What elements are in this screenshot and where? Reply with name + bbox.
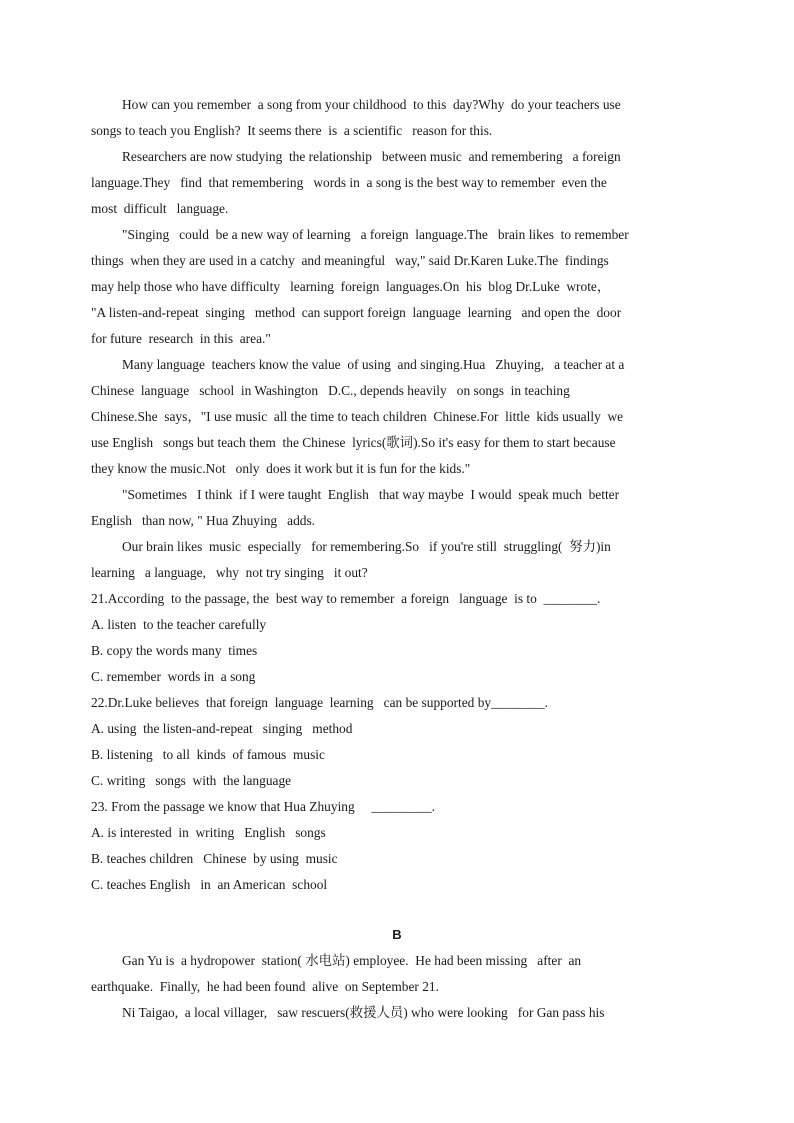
paragraph-line: "A listen-and-repeat singing method can support foreign language learning and open the door <box>91 305 622 320</box>
passage-b <box>91 922 703 1026</box>
paragraph-line: "Singing could be a new way of learning a foreign language.The brain likes to remember <box>122 227 629 242</box>
answer-option-a: A. is interested in writing English songs <box>91 825 326 840</box>
paragraph-line: Researchers are now studying the relationship between music and remembering a foreign <box>122 149 621 164</box>
paragraph-line: Many language teachers know the value of using and singing.Hua Zhuying, a teacher at a <box>122 357 625 372</box>
paragraph-line: Chinese.She says，"I use music all the time to teach children Chinese.For little kids usually we <box>91 409 624 424</box>
paragraph-line: English than now, " Hua Zhuying adds. <box>91 513 316 528</box>
answer-option-c: C. remember words in a song <box>91 669 256 684</box>
answer-option-b: B. teaches children Chinese by using music <box>91 851 338 866</box>
paragraph-line: Ni Taigao, a local villager, saw rescuers(救援人员) who were looking for Gan pass his <box>122 1005 605 1020</box>
answer-option-c: C. teaches English in an American school <box>91 877 328 892</box>
paragraph-line: songs to teach you English? It seems there is a scientific reason for this. <box>91 123 493 138</box>
document-page <box>91 92 703 1026</box>
paragraph-line: Gan Yu is a hydropower station( 水电站) employee. He had been missing after an <box>122 953 582 968</box>
paragraph-line: learning a language, why not try singing it out? <box>91 565 368 580</box>
question-stem: 23. From the passage we know that Hua Zhuying _________. <box>91 799 436 814</box>
paragraph-line: How can you remember a song from your childhood to this day?Why do your teachers use <box>122 97 621 112</box>
paragraph-line: for future research in this area." <box>91 331 271 346</box>
paragraph-line: may help those who have difficulty learning foreign languages.On his blog Dr.Luke wrote， <box>91 279 611 294</box>
paragraph-line: language.They find that remembering words in a song is the best way to remember even the <box>91 175 607 190</box>
section-heading: B <box>392 927 402 942</box>
answer-option-b: B. copy the words many times <box>91 643 258 658</box>
passage-a <box>91 92 703 586</box>
paragraph-line: "Sometimes I think if I were taught English that way maybe I would speak much better <box>122 487 620 502</box>
question-list <box>91 586 703 898</box>
question-stem: 21.According to the passage, the best way to remember a foreign language is to ________. <box>91 591 601 606</box>
answer-option-c: C. writing songs with the language <box>91 773 292 788</box>
paragraph-line: most difficult language. <box>91 201 229 216</box>
question-22 <box>91 690 703 794</box>
question-21 <box>91 586 703 690</box>
question-stem: 22.Dr.Luke believes that foreign language learning can be supported by________. <box>91 695 549 710</box>
paragraph-line: use English songs but teach them the Chinese lyrics(歌词).So it's easy for them to start because <box>91 435 616 450</box>
answer-option-b: B. listening to all kinds of famous music <box>91 747 325 762</box>
paragraph-line: things when they are used in a catchy and meaningful way," said Dr.Karen Luke.The findings <box>91 253 609 268</box>
paragraph-line: they know the music.Not only does it work but it is fun for the kids." <box>91 461 471 476</box>
paragraph-line: Our brain likes music especially for remembering.So if you're still struggling( 努力)in <box>122 539 611 554</box>
question-23 <box>91 794 703 898</box>
paragraph-line: Chinese language school in Washington D.C., depends heavily on songs in teaching <box>91 383 570 398</box>
answer-option-a: A. listen to the teacher carefully <box>91 617 267 632</box>
paragraph-line: earthquake. Finally, he had been found alive on September 21. <box>91 979 439 994</box>
answer-option-a: A. using the listen-and-repeat singing method <box>91 721 353 736</box>
